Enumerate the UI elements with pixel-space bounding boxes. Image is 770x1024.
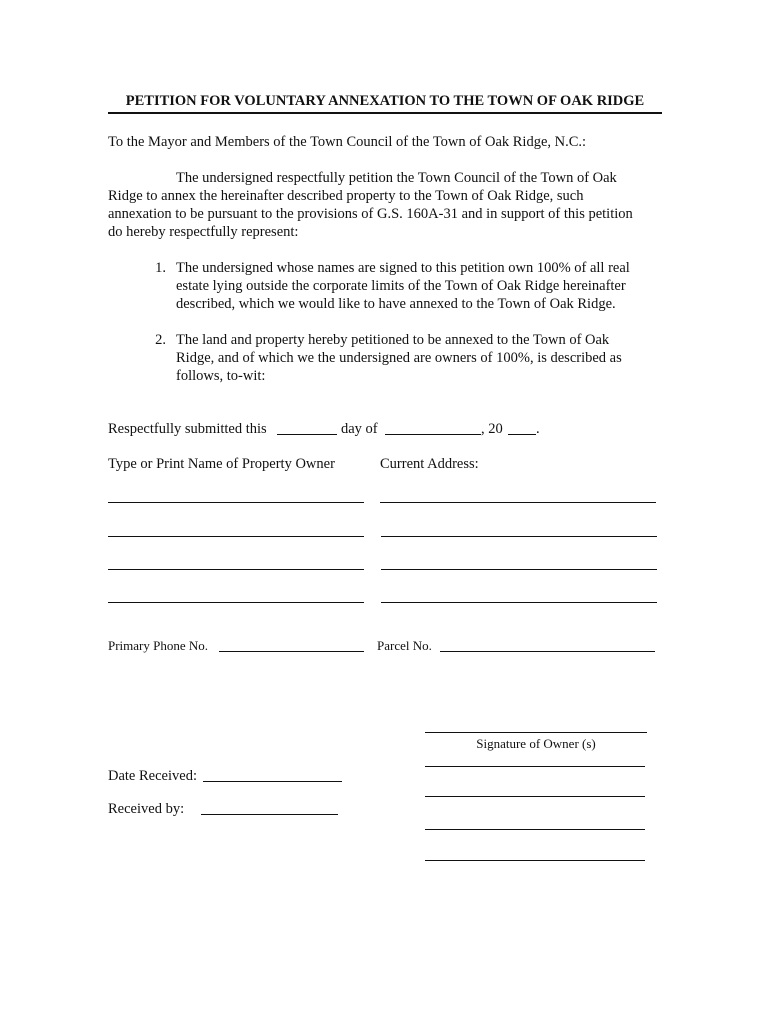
- signature-line-4[interactable]: [425, 829, 645, 830]
- signature-label: Signature of Owner (s): [476, 736, 596, 751]
- owner-name-line-3[interactable]: [108, 569, 364, 570]
- item-1-line-2: estate lying outside the corporate limits of the Town of Oak Ridge hereinafter: [176, 278, 626, 294]
- received-by-line[interactable]: [201, 814, 338, 815]
- item-2-line-2: Ridge, and of which we the undersigned are owners of 100%, is described as: [176, 350, 622, 366]
- primary-phone-line[interactable]: [219, 651, 364, 652]
- intro-line-3: annexation to be pursuant to the provisions of G.S. 160A-31 and in support of this petition: [108, 206, 633, 222]
- received-by-label: Received by:: [108, 801, 185, 817]
- intro-line-2: Ridge to annex the hereinafter described property to the Town of Oak Ridge, such: [108, 188, 584, 204]
- item-2-line-1: The land and property hereby petitioned to be annexed to the Town of Oak: [176, 332, 610, 348]
- item-2-number: 2.: [155, 332, 166, 348]
- item-1-line-3: described, which we would like to have annexed to the Town of Oak Ridge.: [176, 296, 616, 312]
- submitted-prefix: Respectfully submitted this: [108, 421, 267, 437]
- signature-line-1[interactable]: [425, 732, 647, 733]
- submitted-year-prefix: , 20: [481, 421, 503, 437]
- submitted-year-blank[interactable]: [508, 434, 536, 435]
- address-line-3[interactable]: [381, 569, 657, 570]
- item-1-number: 1.: [155, 260, 166, 276]
- owner-name-line-2[interactable]: [108, 536, 364, 537]
- owner-name-line-1[interactable]: [108, 502, 364, 503]
- owner-name-line-4[interactable]: [108, 602, 364, 603]
- salutation: To the Mayor and Members of the Town Council of the Town of Oak Ridge, N.C.:: [108, 134, 587, 150]
- address-header: Current Address:: [380, 456, 479, 472]
- item-2-line-3: follows, to-wit:: [176, 368, 266, 384]
- primary-phone-label: Primary Phone No.: [108, 638, 209, 653]
- date-received-label: Date Received:: [108, 768, 197, 784]
- date-received-line[interactable]: [203, 781, 342, 782]
- address-line-2[interactable]: [381, 536, 657, 537]
- signature-line-2[interactable]: [425, 766, 645, 767]
- address-line-1[interactable]: [380, 502, 656, 503]
- submitted-day-blank[interactable]: [277, 434, 337, 435]
- submitted-month-blank[interactable]: [385, 434, 481, 435]
- parcel-line[interactable]: [440, 651, 655, 652]
- parcel-label: Parcel No.: [377, 638, 432, 653]
- submitted-period: .: [536, 421, 540, 437]
- signature-line-5[interactable]: [425, 860, 645, 861]
- item-1-line-1: The undersigned whose names are signed to this petition own 100% of all real: [176, 260, 630, 276]
- owner-name-header: Type or Print Name of Property Owner: [108, 456, 335, 472]
- intro-line-4: do hereby respectfully represent:: [108, 224, 299, 240]
- document-title: PETITION FOR VOLUNTARY ANNEXATION TO THE TOWN OF OAK RIDGE: [108, 93, 662, 114]
- intro-line-1: The undersigned respectfully petition the Town Council of the Town of Oak: [176, 170, 617, 186]
- submitted-day-label: day of: [341, 421, 378, 437]
- address-line-4[interactable]: [381, 602, 657, 603]
- signature-line-3[interactable]: [425, 796, 645, 797]
